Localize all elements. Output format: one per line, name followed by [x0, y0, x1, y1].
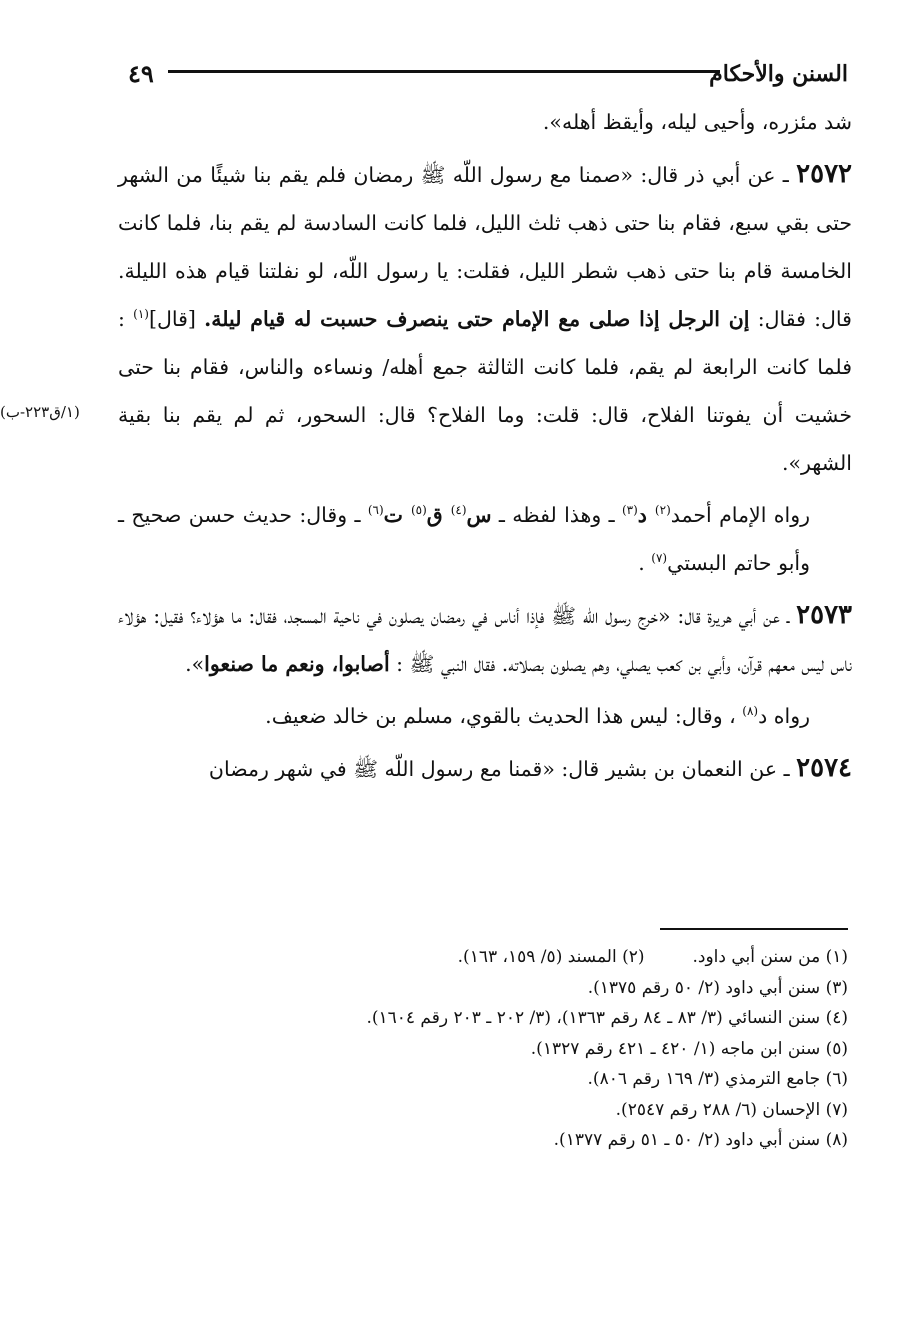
footnote: (٢) المسند (٥/ ١٥٩، ١٦٣).: [457, 947, 645, 967]
footnote-rule: [660, 928, 848, 930]
footnote-ref: (٤): [450, 503, 467, 518]
main-text: [118, 98, 852, 797]
footnote-ref: (٢): [654, 503, 671, 518]
footnote-ref: (١): [133, 307, 149, 322]
hadith-number: ٢٥٧٣: [796, 600, 852, 630]
narration-2572: رواه الإمام أحمد$^{(٢)}$ د$^{(٣)}$ ـ وهذا لفظه ـ س$^{(٤)}$ ق$^{(٥)}$ ت$^{(٦)}$ ـ وقال: حديث حسن صحيح ـ وأبو حاتم البستي$^{(٧)}$ .: [118, 503, 810, 575]
hadith-2572: ٢٥٧٢ ـ عن أبي ذر قال: «صمنا مع رسول اللّه ﷺ رمضان فلم يقم بنا شيئًا من الشهر حتى بقي سبع، فقام بنا حتى ذهب ثلث الليل، فلما كانت السادسة لم يقم بنا، فلما كانت الخامسة قام بنا حتى ذهب شطر الليل، فقلت: يا رسول اللّه، لو نفلتنا قيام هذه الليلة. قال: فقال: إن الرجل إذا صلى مع الإمام حتى ينصرف حسبت له قيام ليلة. [قال]$^{(١)}$ : فلما كانت الرابعة لم يقم، فلما كانت الثالثة جمع أهله/ ونساءه والناس، فقام بنا حتى خشيت أن يفوتنا الفلاح، قال: قلت: وما الفلاح؟ قال: السحور، ثم لم يقم بنا بقية الشهر».: [118, 159, 852, 475]
footnote: (٣) سنن أبي داود (٢/ ٥٠ رقم ١٣٧٥).: [587, 977, 848, 998]
page-number: ٤٩: [128, 59, 154, 88]
hadith-2574: ٢٥٧٤ ـ عن النعمان بن بشير قال: «قمنا مع رسول اللّه ﷺ في شهر رمضان: [208, 753, 852, 783]
header-rule: [168, 70, 720, 73]
footnote: (٦) جامع الترمذي (٣/ ١٦٩ رقم ٨٠٦).: [587, 1069, 848, 1089]
footnote: (٤) سنن النسائي (٣/ ٨٣ ـ ٨٤ رقم ١٣٦٣)، (٣/ ٢٠٢ ـ ٢٠٣ رقم ١٦٠٤).: [366, 1008, 848, 1028]
hadith-number: ٢٥٧٤: [796, 753, 852, 783]
hadith-quote-bold: إن الرجل إذا صلى مع الإمام حتى ينصرف حسبت له قيام ليلة.: [204, 307, 750, 331]
footnote-ref: (٦): [367, 503, 384, 518]
footnote: (٧) الإحسان (٦/ ٢٨٨ رقم ٢٥٤٧).: [615, 1099, 848, 1120]
footnote-ref: (٣): [621, 503, 638, 518]
narration-2573: رواه د$^{(٨)}$ ، وقال: ليس هذا الحديث بالقوي، مسلم بن خالد ضعيف.: [265, 704, 810, 728]
manuscript-margin-note: (١/ق٢٢٣-ب): [0, 403, 80, 421]
footnote: (١) من سنن أبي داود.: [692, 947, 848, 967]
footnote-ref: (٥): [410, 503, 427, 518]
running-title: السنن والأحكام: [709, 61, 848, 87]
footnote-ref: (٧): [651, 551, 668, 566]
footnote-ref: (٨): [742, 704, 759, 719]
footnotes: [220, 942, 848, 1156]
hadith-number: ٢٥٧٢: [796, 159, 852, 189]
footnote: (٨) سنن أبي داود (٢/ ٥٠ ـ ٥١ رقم ١٣٧٧).: [553, 1130, 848, 1150]
hadith-2573: ٢٥٧٣ ـ عن أبي هريرة قال: «خرج رسول اللّه ﷺ فإذا أناس في رمضان يصلون في ناحية المسجد، فقال: ما هؤلاء؟ فقيل: هؤلاء ناس ليس معهم قرآن، وأبي بن كعب يصلي، وهم يصلون بصلاته. فقال النبي ﷺ : أصابوا، ونعم ما صنعوا».: [118, 600, 852, 676]
paragraph-continuation: شد مئزره، وأحيى ليله، وأيقظ أهله».: [542, 110, 852, 134]
page-header: [128, 56, 848, 92]
hadith-quote-bold: أصابوا، ونعم ما صنعوا: [204, 652, 390, 676]
footnote: (٥) سنن ابن ماجه (١/ ٤٢٠ ـ ٤٢١ رقم ١٣٢٧).: [530, 1038, 848, 1059]
footnote-row: [220, 942, 848, 973]
